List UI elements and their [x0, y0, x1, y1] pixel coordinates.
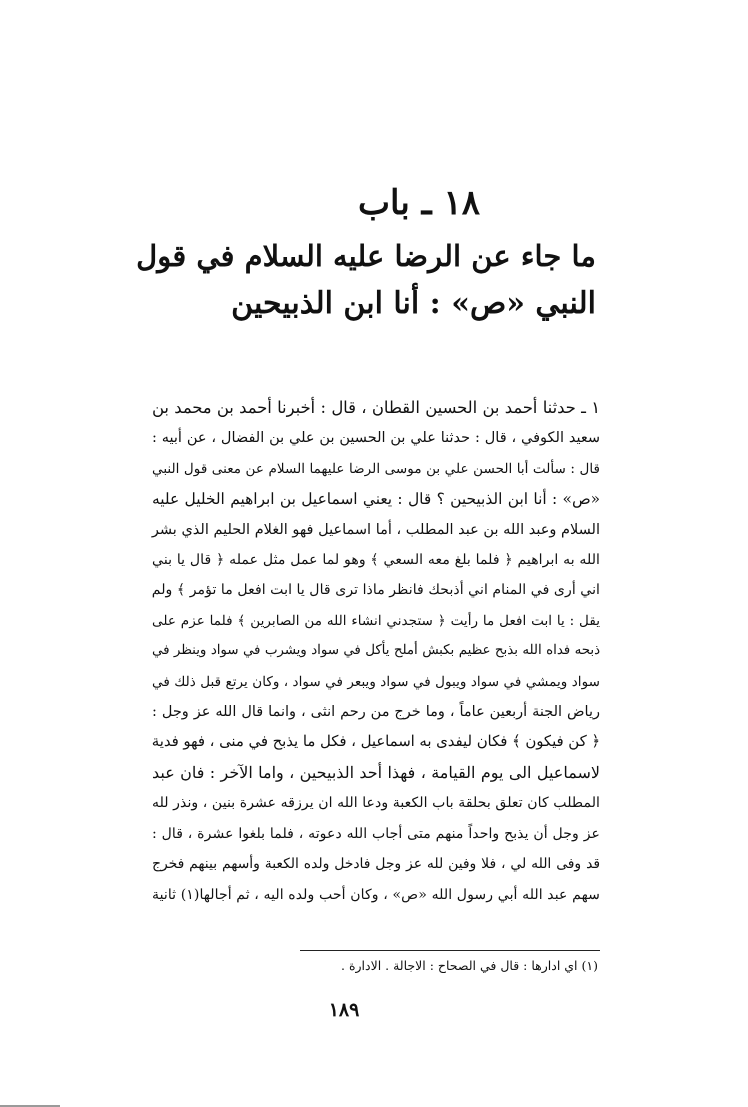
text-line: اني أرى في المنام اني أذبحك فانظر ماذا ترى قال يا ابت افعل ما تؤمر ﴾ ولم — [151, 582, 600, 599]
text-line: المطلب كان تعلق بحلقة باب الكعبة ودعا الله ان يرزقه عشرة بنين ، ونذر لله — [152, 795, 600, 812]
page-number — [0, 999, 748, 1021]
text-line: قال : سألت أبا الحسن علي بن موسى الرضا عليهما السلام عن معنى قول النبي — [152, 460, 600, 477]
text-line: ١ ـ حدثنا أحمد بن الحسين القطان ، قال : أخبرنا أحمد بن محمد بن — [152, 398, 600, 417]
text-line: رياض الجنة أربعين عاماً ، وما خرج من رحم انثى ، وانما قال الله عز وجل : — [152, 704, 600, 721]
text-line: عز وجل أن يذبح واحداً منهم متى أجاب الله دعوته ، فلما بلغوا عشرة ، قال : — [152, 825, 600, 842]
chapter-title — [136, 232, 596, 328]
chapter-title-line: ما جاء عن الرضا عليه السلام في قول — [136, 239, 596, 273]
text-line: سعيد الكوفي ، قال : حدثنا علي بن الحسين بن علي بن الفضال ، عن أبيه : — [152, 430, 600, 447]
text-line: سهم عبد الله أبي رسول الله «ص» ، وكان أحب ولده اليه ، ثم أجالها(١) ثانية — [152, 886, 600, 903]
page-number-label: ١٨٩ — [328, 999, 360, 1021]
footnote-divider — [300, 950, 600, 951]
footnote: (١) اي ادارها : قال في الصحاح : الاجالة . الادارة . — [341, 958, 598, 973]
hadith-text — [152, 393, 600, 910]
text-line: ذبحه فداه الله بذبح عظيم بكبش أملح يأكل في سواد ويشرب في سواد وينظر في — [152, 643, 600, 659]
text-line: الله به ابراهيم ﴿ فلما بلغ معه السعي ﴾ وهو لما عمل مثل عمله ﴿ قال يا بني — [152, 552, 600, 569]
text-line: «ص» : أنا ابن الذبيحين ؟ قال : يعني اسماعيل بن ابراهيم الخليل عليه — [152, 490, 600, 509]
chapter-title-line: النبي «ص» : أنا ابن الذبيحين — [231, 286, 596, 321]
text-line: يقل : يا ابت افعل ما رأيت ﴿ ستجدني انشاء الله من الصابرين ﴾ فلما عزم على — [152, 612, 600, 629]
chapter-number: ١٨ ـ باب — [358, 183, 480, 223]
text-line: السلام وعبد الله بن عبد المطلب ، أما اسماعيل فهو الغلام الحليم الذي بشر — [151, 521, 600, 538]
text-line: لاسماعيل الى يوم القيامة ، فهذا أحد الذبيحين ، واما الآخر : فان عبد — [152, 762, 600, 782]
text-line: قد وفى الله لي ، فلا وفين لله عز وجل فادخل ولده الكعبة وأسهم بينهم فخرج — [152, 856, 600, 873]
text-line: ﴿ كن فيكون ﴾ فكان ليفدى به اسماعيل ، فكل ما يذبح في منى ، فهو فدية — [151, 733, 600, 751]
text-line: سواد ويمشي في سواد ويبول في سواد ويبعر في سواد ، وكان يرتع قبل ذلك في — [152, 673, 600, 690]
